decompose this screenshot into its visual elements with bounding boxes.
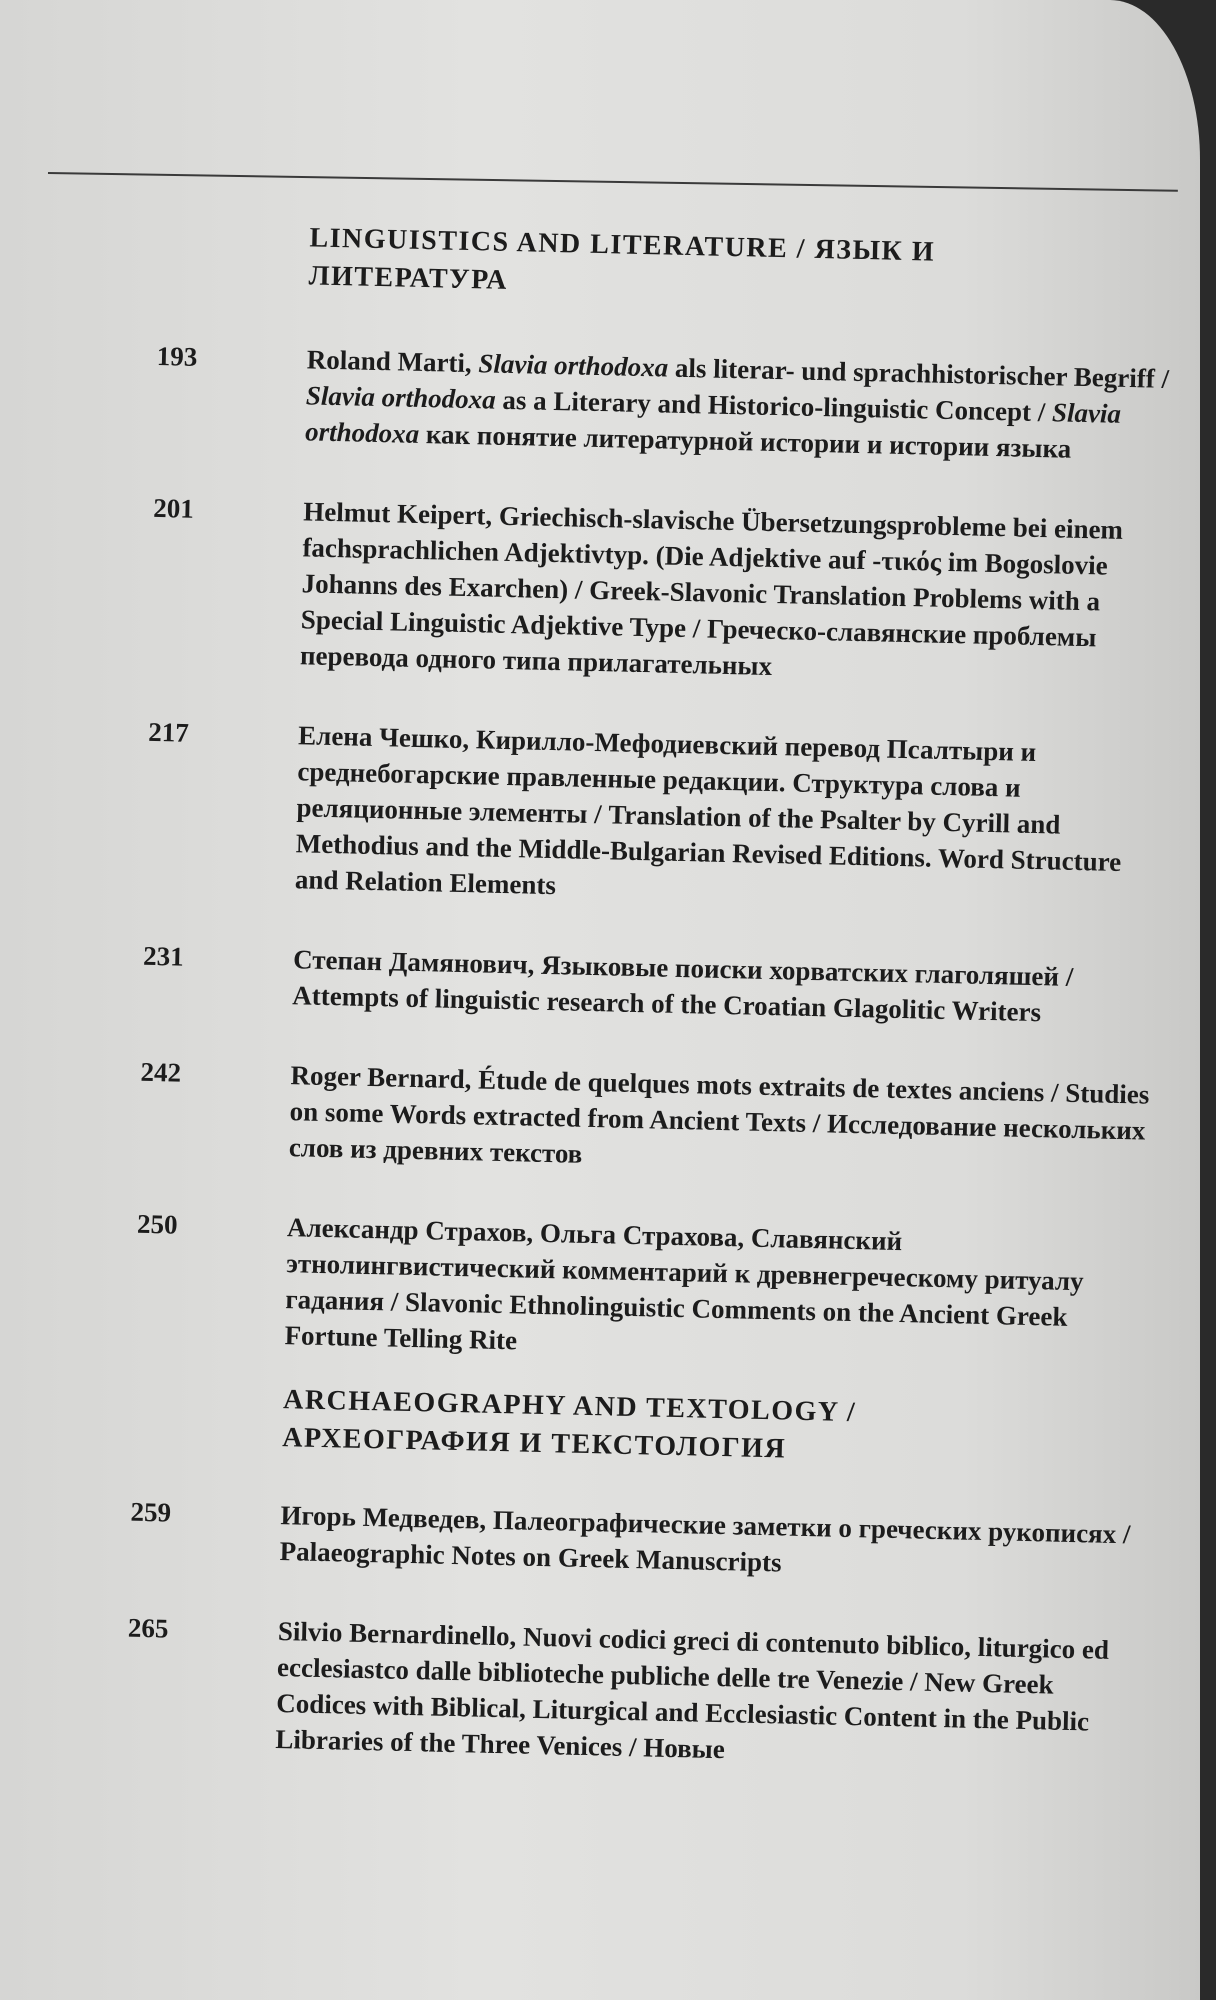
page-number: 193 (156, 340, 198, 372)
entry-title: Roland Marti, Slavia orthodoxa als literar- und sprachhistorischer Begriff / Slavia orthodoxa as a Literary and Historico-linguistic Concept / Slavia orthodoxa как понятие литературной истории и истории языка (304, 344, 1170, 464)
page-number: 201 (153, 492, 195, 524)
entry-title: Helmut Keipert, Griechisch-slavische Übersetzungsprobleme bei einem fachsprachlichen Adjektivtyp. (Die Adjektive auf -τικός im Bogoslovie Johanns des Exarchen) / Greek-Slavonic Translation Problems with a Special Linguistic Adjektive Type / Греческо-славянские проблемы перевода одного типа прилагательных (299, 496, 1124, 681)
toc-entry (155, 338, 1177, 469)
header-rule (48, 172, 1178, 192)
page-number: 265 (127, 1612, 169, 1644)
page-number: 242 (140, 1056, 182, 1088)
toc-entry (150, 490, 1174, 693)
section-heading-linguistics: LINGUISTICS AND LITERATURE / ЯЗЫК И ЛИТЕРАТУРА (308, 222, 936, 296)
entry-title: Roger Bernard, Étude de quelques mots extraits de textes anciens / Studies on some Words extracted from Ancient Texts / Исследование нескольких слов из древних текстов (288, 1060, 1150, 1169)
section-heading-archaeography: ARCHAEOGRAPHY AND TEXTOLOGY / АРХЕОГРАФИЯ И ТЕКСТОЛОГИЯ (281, 1384, 857, 1465)
toc-entry (129, 1494, 1150, 1589)
entry-title: Игорь Медведев, Палеографические заметки о греческих рукописях / Palaeographic Notes on Greek Manuscripts (279, 1500, 1131, 1578)
table-of-contents (124, 216, 1180, 1821)
page-number: 217 (147, 716, 190, 748)
toc-entry (134, 1206, 1157, 1373)
entry-title: Степан Дамянович, Языковые поиски хорватских глаголяшей / Attempts of linguistic research of the Croatian Glagolitic Writers (292, 944, 1074, 1028)
toc-entry (125, 1610, 1148, 1777)
toc-entry (139, 1054, 1161, 1185)
entry-title: Александр Страхов, Ольга Страхова, Славянский этнолингвистический комментарий к древнегреческому ритуалу гадания / Slavonic Ethnolinguistic Comments on the Ancient Greek Fortune Telling Rite (284, 1212, 1084, 1356)
toc-entry (145, 714, 1169, 917)
page-number: 231 (142, 940, 185, 972)
entry-title: Silvio Bernardinello, Nuovi codici greci di contenuto biblico, liturgico ed ecclesiastco dalle biblioteche publiche delle tre Venezie / New Greek Codices with Biblical, Liturgical and Ecclesiastic Content in the Public Libraries of the Three Venices / Новые (275, 1616, 1110, 1765)
page-number: 250 (136, 1208, 178, 1240)
toc-entry (142, 938, 1163, 1033)
page-number: 259 (130, 1496, 172, 1528)
entry-title: Елена Чешко, Кирилло-Мефодиевский перевод Псалтыри и среднебогарские правленные редакции. Структура слова и реляционные элементы / Translation of the Psalter by Cyrill and Methodius and the Middle-Bulgarian Revised Editions. Word Structure and Relation Elements (294, 720, 1122, 901)
